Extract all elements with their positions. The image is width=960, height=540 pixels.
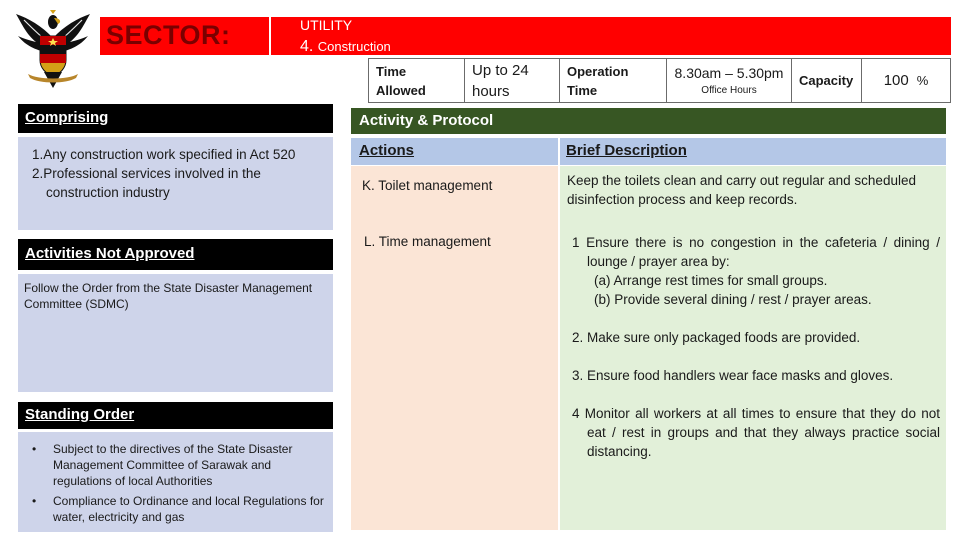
sector-name xyxy=(300,38,391,56)
activities-not-approved-panel xyxy=(18,274,333,392)
time-allowed-label-cell xyxy=(369,59,465,102)
sector-label: SECTOR: xyxy=(106,20,231,50)
list-item: • Compliance to Ordinance and local Regulations for water, electricity and gas xyxy=(30,493,325,525)
time-allowed-value-line2: hours xyxy=(472,82,510,100)
time-allowed-value-cell xyxy=(465,59,560,102)
operation-time-value-cell xyxy=(667,59,792,102)
sector-number: 4. xyxy=(300,38,314,55)
action-time-management: L. Time management xyxy=(364,234,491,249)
capacity-label-cell xyxy=(792,59,862,102)
list-item: 1.Any construction work specified in Act 520 xyxy=(32,147,296,162)
time-management-point-4: 4 Monitor all workers at all times to ensure that they do not eat / rest in groups and that they always practice social distancing. xyxy=(572,406,940,459)
time-management-point-1b: (b) Provide several dining / rest / prayer areas. xyxy=(594,292,872,307)
capacity-value: 100 xyxy=(883,72,909,89)
state-coat-of-arms-icon xyxy=(14,8,92,90)
standing-order-heading: Standing Order xyxy=(18,402,333,429)
comprising-heading: Comprising xyxy=(18,104,333,133)
description-column-header: Brief Description xyxy=(560,138,946,165)
time-management-point-2: 2. Make sure only packaged foods are provided. xyxy=(572,330,861,345)
actions-column xyxy=(351,166,558,530)
time-management-point-1: 1 Ensure there is no congestion in the cafeteria / dining / lounge / prayer area by: xyxy=(572,235,940,269)
time-allowed-value-line1: Up to 24 xyxy=(472,61,529,79)
info-table xyxy=(368,58,951,103)
action-toilet-management: K. Toilet management xyxy=(362,178,493,193)
description-time-management xyxy=(572,233,940,461)
time-management-point-3: 3. Ensure food handlers wear face masks and gloves. xyxy=(572,368,894,383)
operation-time-label-line1: Operation xyxy=(567,63,629,79)
sector-name-text: Construction xyxy=(317,39,391,54)
list-item: • Subject to the directives of the State Disaster Management Committee of Sarawak and regulations of local Authorities xyxy=(30,441,325,489)
actions-column-header: Actions xyxy=(351,138,558,165)
list-item: 2.Professional services involved in the construction industry xyxy=(32,166,261,200)
time-allowed-label-line2: Allowed xyxy=(376,82,426,98)
activity-protocol-heading: Activity & Protocol xyxy=(351,108,946,134)
capacity-label: Capacity xyxy=(799,73,854,88)
capacity-unit: % xyxy=(916,73,929,88)
sector-type: UTILITY xyxy=(300,17,353,33)
capacity-value-cell xyxy=(862,59,950,102)
description-toilet-management: Keep the toilets clean and carry out regular and scheduled disinfection process and keep records. xyxy=(567,173,916,207)
activities-not-approved-text: Follow the Order from the State Disaster Management Committee (SDMC) xyxy=(24,281,313,311)
time-allowed-label-line1: Time xyxy=(376,63,407,79)
standing-order-panel xyxy=(18,432,333,532)
operation-time-value: 8.30am – 5.30pm xyxy=(674,65,784,81)
comprising-panel xyxy=(18,137,333,230)
operation-time-label-line2: Time xyxy=(567,82,598,98)
operation-time-note: Office Hours xyxy=(701,85,757,96)
activities-not-approved-heading: Activities Not Approved xyxy=(18,239,333,270)
time-management-point-1a: (a) Arrange rest times for small groups. xyxy=(594,273,828,288)
header-divider xyxy=(269,17,271,55)
operation-time-label-cell xyxy=(560,59,667,102)
